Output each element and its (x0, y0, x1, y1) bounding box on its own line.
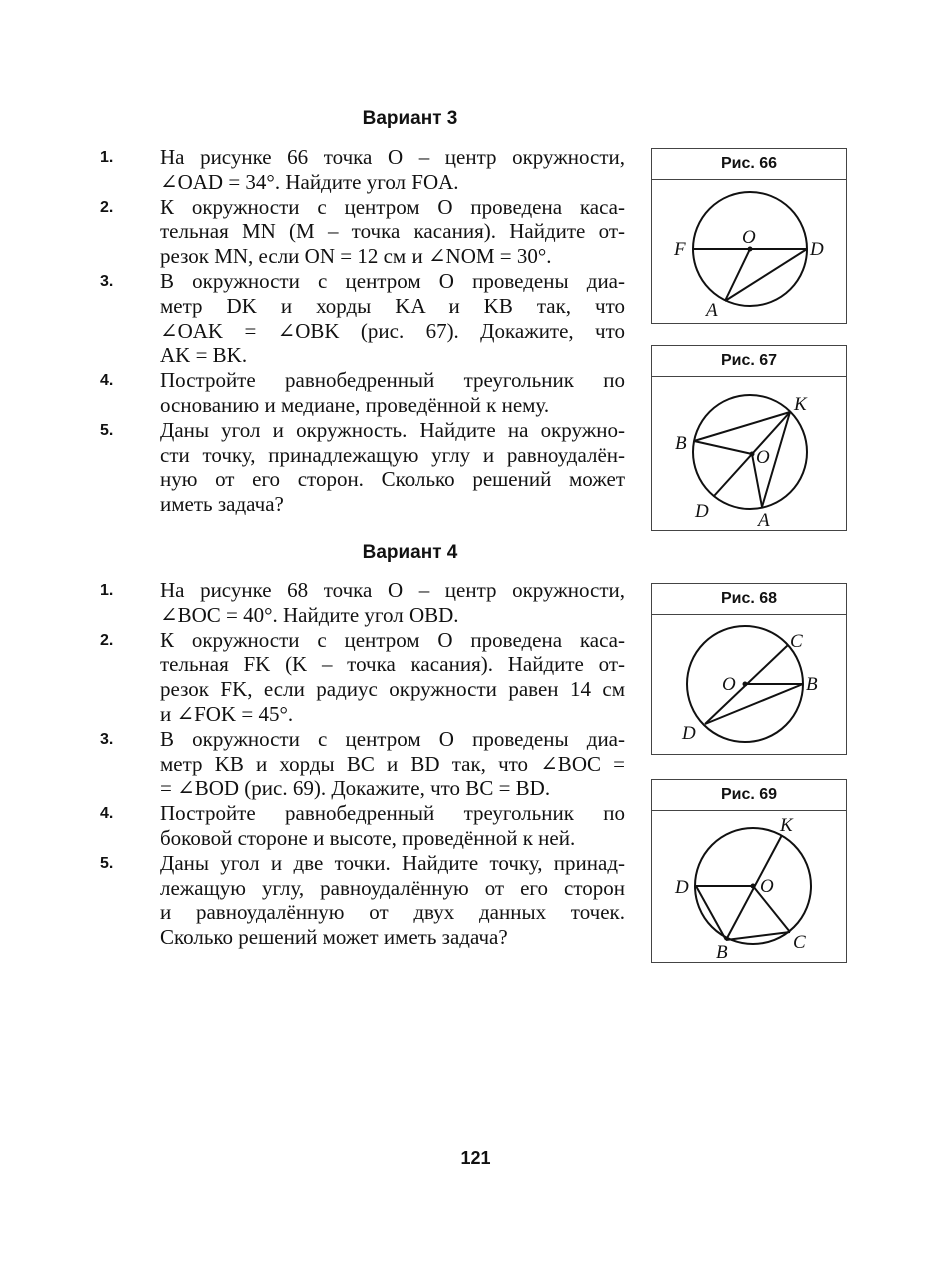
problem-item (100, 851, 625, 950)
problem-text (160, 801, 625, 851)
figure-69-diagram (652, 811, 846, 963)
problem-item (100, 578, 625, 628)
problem-line: резок FK, если радиус окружности равен 14 см (160, 677, 625, 702)
problem-line: резок MN, если ON = 12 см и ∠NOM = 30°. (160, 244, 552, 269)
problem-item (100, 801, 625, 851)
figure-67-title: Рис. 67 (652, 346, 846, 377)
problem-line: = ∠BOD (рис. 69). Докажите, что BC = BD. (160, 776, 551, 801)
figure-67 (651, 345, 847, 531)
problem-line: тельная MN (M – точка касания). Найдите от- (160, 219, 625, 244)
problem-line: метр KB и хорды BC и BD так, что ∠BOC = (160, 751, 625, 776)
problem-line: ∠BOC = 40°. Найдите угол OBD. (160, 602, 459, 627)
fig67-label-a: A (758, 510, 770, 531)
problem-line: На рисунке 68 точка O – центр окружности, (160, 578, 625, 602)
problem-line: Сколько решений может иметь задача? (160, 925, 508, 950)
problem-item (100, 145, 625, 195)
problem-line: Даны угол и окружность. Найдите на окружно- (160, 417, 625, 442)
problem-text (160, 368, 625, 418)
problem-line: На рисунке 66 точка O – центр окружности, (160, 145, 625, 169)
problem-line: метр DK и хорды KA и KB так, что (160, 293, 625, 318)
problem-item (100, 269, 625, 368)
problem-line: сти точку, принадлежащую углу и равноудалён- (160, 442, 625, 467)
fig69-center-point (751, 884, 756, 889)
problem-line: ную от его сторон. Сколько решений может (160, 467, 625, 492)
variant-4-problem-list (100, 578, 625, 950)
fig68-chord-db (705, 684, 803, 724)
problem-line: В окружности с центром O проведены диа- (160, 726, 625, 751)
fig69-label-b: B (716, 942, 728, 963)
variant-3-problem-list (100, 145, 625, 517)
fig67-label-b: B (675, 433, 687, 454)
problem-line: тельная FK (K – точка касания). Найдите от- (160, 652, 625, 677)
fig68-label-d: D (682, 723, 696, 744)
problem-text (160, 195, 625, 269)
fig69-label-c: C (793, 932, 806, 953)
fig67-segment-bo (694, 441, 752, 454)
fig66-label-d: D (810, 239, 824, 260)
problem-text (160, 578, 625, 628)
figure-69-title: Рис. 69 (652, 780, 846, 811)
fig66-label-o: O (742, 227, 756, 248)
fig69-label-k: K (780, 815, 793, 836)
fig68-label-b: B (806, 674, 818, 695)
problem-line: Постройте равнобедренный треугольник по (160, 368, 625, 393)
problem-item (100, 418, 625, 517)
page-number: 121 (460, 1148, 491, 1168)
fig69-chord-bd (696, 886, 726, 940)
problem-line: К окружности с центром O проведена каса- (160, 627, 625, 652)
problem-line: лежащую углу, равноудалённую от его сторон (160, 875, 625, 900)
problem-text (160, 851, 625, 950)
problem-number: 4. (100, 372, 114, 390)
fig69-label-d: D (675, 877, 689, 898)
problem-item (100, 628, 625, 727)
problem-number: 2. (100, 631, 114, 649)
fig69-label-o: O (760, 876, 774, 897)
fig67-center-point (750, 452, 755, 457)
problem-number: 3. (100, 730, 114, 748)
problem-number: 2. (100, 198, 114, 216)
variant-3-heading: Вариант 3 (362, 108, 458, 129)
problem-text (160, 418, 625, 517)
figure-66 (651, 148, 847, 324)
fig68-center-point (743, 682, 748, 687)
figure-68-diagram (652, 615, 846, 755)
problem-line: Постройте равнобедренный треугольник по (160, 801, 625, 826)
problem-text (160, 269, 625, 368)
figure-68-title: Рис. 68 (652, 584, 846, 615)
figure-66-diagram (652, 180, 846, 324)
problem-line: иметь задача? (160, 492, 284, 517)
problem-line: и равноудалённую от двух данных точек. (160, 900, 625, 925)
problem-line: основанию и медиане, проведённой к нему. (160, 392, 550, 417)
variant-4-heading: Вариант 4 (362, 542, 458, 563)
problem-text (160, 628, 625, 727)
problem-number: 1. (100, 149, 114, 166)
problem-line: ∠OAD = 34°. Найдите угол FOA. (160, 169, 459, 194)
problem-line: боковой стороне и высоте, проведённой к ней. (160, 825, 576, 850)
figure-66-title: Рис. 66 (652, 149, 846, 180)
problem-text (160, 145, 625, 195)
figure-67-diagram (652, 377, 846, 531)
problem-line: В окружности с центром O проведены диа- (160, 268, 625, 293)
problem-line: К окружности с центром O проведена каса- (160, 194, 625, 219)
problem-number: 5. (100, 854, 114, 872)
problem-line: и ∠FOK = 45°. (160, 701, 294, 726)
problem-item (100, 195, 625, 269)
problem-line: Даны угол и две точки. Найдите точку, принад- (160, 850, 625, 875)
figure-68 (651, 583, 847, 755)
figure-69 (651, 779, 847, 963)
fig66-label-f: F (674, 239, 686, 260)
problem-item (100, 368, 625, 418)
problem-line: AK = BK. (160, 343, 248, 368)
problem-item (100, 727, 625, 801)
fig68-label-c: C (790, 631, 803, 652)
problem-text (160, 727, 625, 801)
problem-number: 4. (100, 805, 114, 823)
fig67-label-d: D (695, 501, 709, 522)
fig67-label-k: K (794, 394, 807, 415)
problem-number: 1. (100, 582, 114, 599)
problem-number: 3. (100, 272, 114, 290)
problem-number: 5. (100, 421, 114, 439)
fig67-label-o: O (756, 447, 770, 468)
fig66-label-a: A (706, 300, 718, 321)
problem-line: ∠OAK = ∠OBK (рис. 67). Докажите, что (160, 318, 625, 343)
fig68-label-o: O (722, 674, 736, 695)
